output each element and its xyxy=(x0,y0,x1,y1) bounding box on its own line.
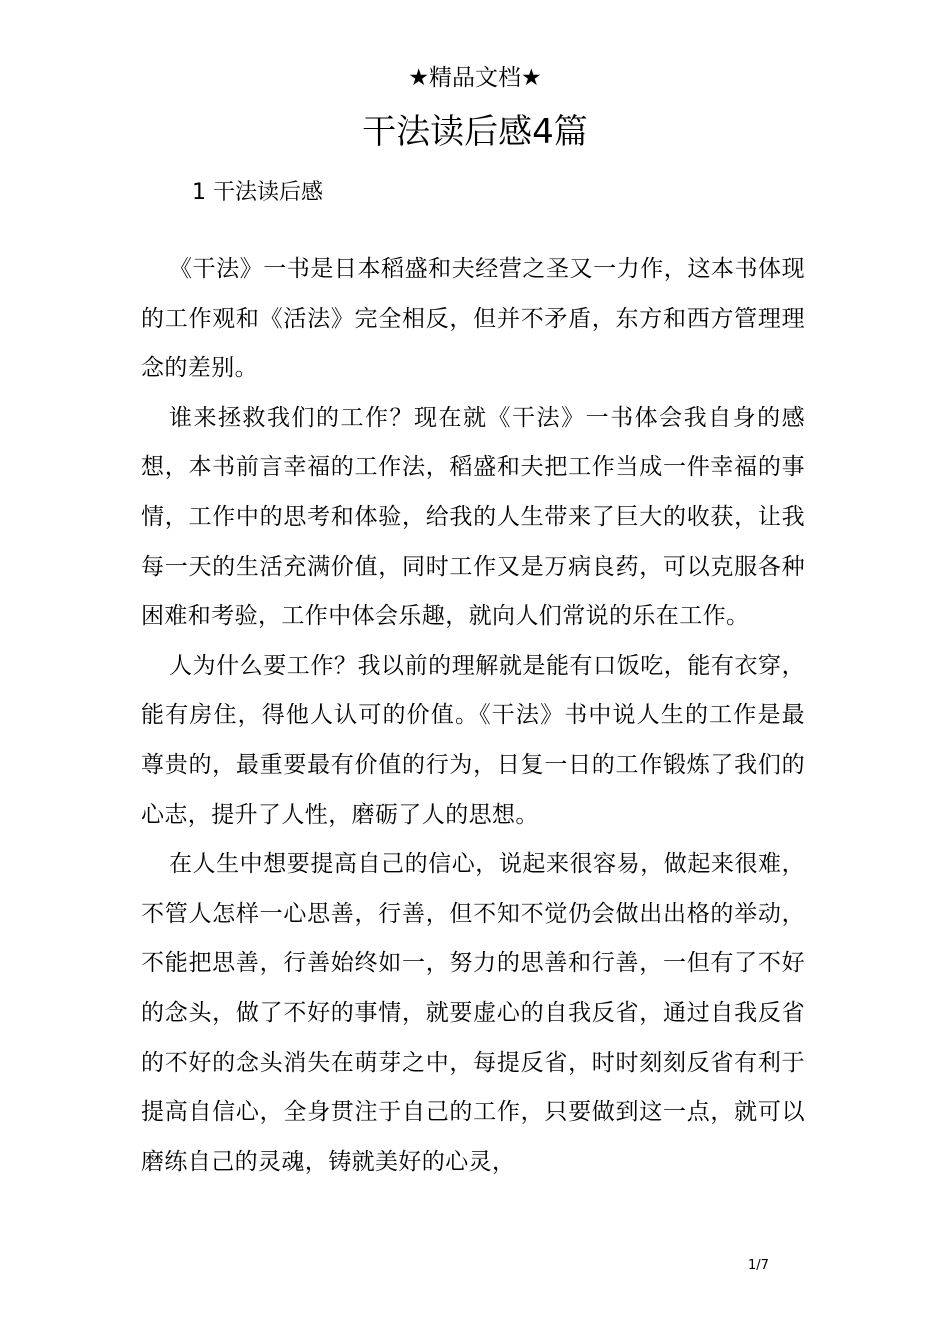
page-header: ★精品文档★ xyxy=(408,65,542,91)
document-title: 干法读后感4篇 xyxy=(362,112,588,152)
section-heading: 1 干法读后感 xyxy=(192,180,323,205)
paragraph: 谁来拯救我们的工作？现在就《干法》一书体会我自身的感想，本书前言幸福的工作法，稻盛和夫把工作当成一件幸福的事情，工作中的思考和体验，给我的人生带来了巨大的收获，让我每一天的生活充满价值，同时工作又是万病良药，可以克服各种困难和考验，工作中体会乐趣，就向人们常说的乐在工作。 xyxy=(141,404,805,630)
paragraph: 在人生中想要提高自己的信心，说起来很容易，做起来很难，不管人怎样一心思善，行善，但不知不觉仍会做出出格的举动，不能把思善，行善始终如一，努力的思善和行善，一但有了不好的念头，做了不好的事情，就要虚心的自我反省，通过自我反省的不好的念头消失在萌芽之中，每提反省，时时刻刻反省有利于提高自信心，全身贯注于自己的工作，只要做到这一点，就可以磨练自己的灵魂，铸就美好的心灵， xyxy=(141,851,805,1175)
paragraph: 人为什么要工作？我以前的理解就是能有口饭吃，能有衣穿，能有房住，得他人认可的价值。《干法》书中说人生的工作是最尊贵的，最重要最有价值的行为，日复一日的工作锻炼了我们的心志，提升了人性，磨砺了人的思想。 xyxy=(141,652,805,828)
body-text xyxy=(141,245,805,1187)
paragraph: 《干法》一书是日本稻盛和夫经营之圣又一力作，这本书体现的工作观和《活法》完全相反，但并不矛盾，东方和西方管理理念的差别。 xyxy=(141,256,805,382)
page-number: 1/7 xyxy=(748,1258,769,1273)
